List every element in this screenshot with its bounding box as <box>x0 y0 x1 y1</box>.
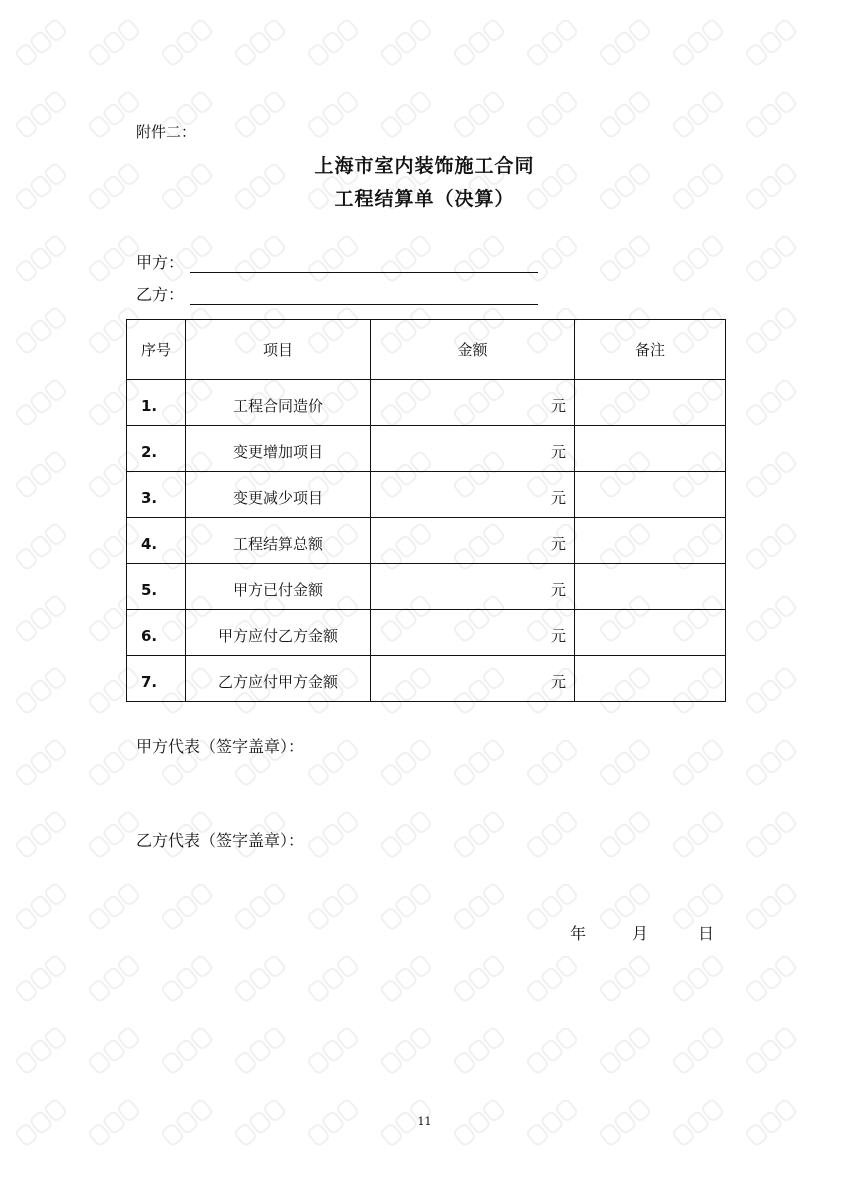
table-row <box>127 564 726 610</box>
table-row <box>127 656 726 702</box>
annex-label: 附件二： <box>136 123 197 141</box>
row-item: 乙方应付甲方金额 <box>186 656 371 702</box>
row-amount[interactable]: 元 <box>371 656 575 702</box>
row-note[interactable] <box>575 426 726 472</box>
row-number: 1. <box>127 380 186 426</box>
date-day: 日 <box>698 924 715 943</box>
row-amount[interactable]: 元 <box>371 518 575 564</box>
row-item: 工程合同造价 <box>186 380 371 426</box>
date-month: 月 <box>632 924 649 943</box>
row-number: 4. <box>127 518 186 564</box>
table-row <box>127 380 726 426</box>
row-note[interactable] <box>575 564 726 610</box>
table-row <box>127 426 726 472</box>
row-note[interactable] <box>575 472 726 518</box>
row-number: 2. <box>127 426 186 472</box>
row-note[interactable] <box>575 656 726 702</box>
row-item: 工程结算总额 <box>186 518 371 564</box>
party-a-field <box>136 250 538 273</box>
table-header-row <box>127 320 726 380</box>
document-subtitle: 工程结算单（决算） <box>334 188 515 210</box>
table-row <box>127 610 726 656</box>
row-amount[interactable]: 元 <box>371 610 575 656</box>
party-b-representative: 乙方代表（签字盖章）： <box>136 831 305 850</box>
party-b-field <box>136 282 538 305</box>
header-number: 序号 <box>127 320 186 380</box>
row-number: 6. <box>127 610 186 656</box>
row-number: 3. <box>127 472 186 518</box>
party-a-blank-line[interactable] <box>190 256 538 273</box>
row-item: 变更增加项目 <box>186 426 371 472</box>
row-amount[interactable]: 元 <box>371 472 575 518</box>
header-note: 备注 <box>575 320 726 380</box>
row-number: 5. <box>127 564 186 610</box>
row-note[interactable] <box>575 380 726 426</box>
document-title: 上海市室内装饰施工合同 <box>314 155 535 177</box>
row-amount[interactable]: 元 <box>371 426 575 472</box>
row-item: 变更减少项目 <box>186 472 371 518</box>
date-year: 年 <box>570 924 587 943</box>
header-item: 项目 <box>186 320 371 380</box>
settlement-table <box>126 319 726 702</box>
table-row <box>127 472 726 518</box>
row-amount[interactable]: 元 <box>371 564 575 610</box>
row-item: 甲方应付乙方金额 <box>186 610 371 656</box>
row-amount[interactable]: 元 <box>371 380 575 426</box>
party-a-label: 甲方： <box>136 253 185 272</box>
row-note[interactable] <box>575 518 726 564</box>
party-a-representative: 甲方代表（签字盖章）： <box>136 737 305 756</box>
party-b-label: 乙方： <box>136 285 185 304</box>
row-number: 7. <box>127 656 186 702</box>
party-b-blank-line[interactable] <box>190 288 538 305</box>
row-item: 甲方已付金额 <box>186 564 371 610</box>
row-note[interactable] <box>575 610 726 656</box>
header-amount: 金额 <box>371 320 575 380</box>
table-row <box>127 518 726 564</box>
page-number: 11 <box>417 1115 432 1128</box>
